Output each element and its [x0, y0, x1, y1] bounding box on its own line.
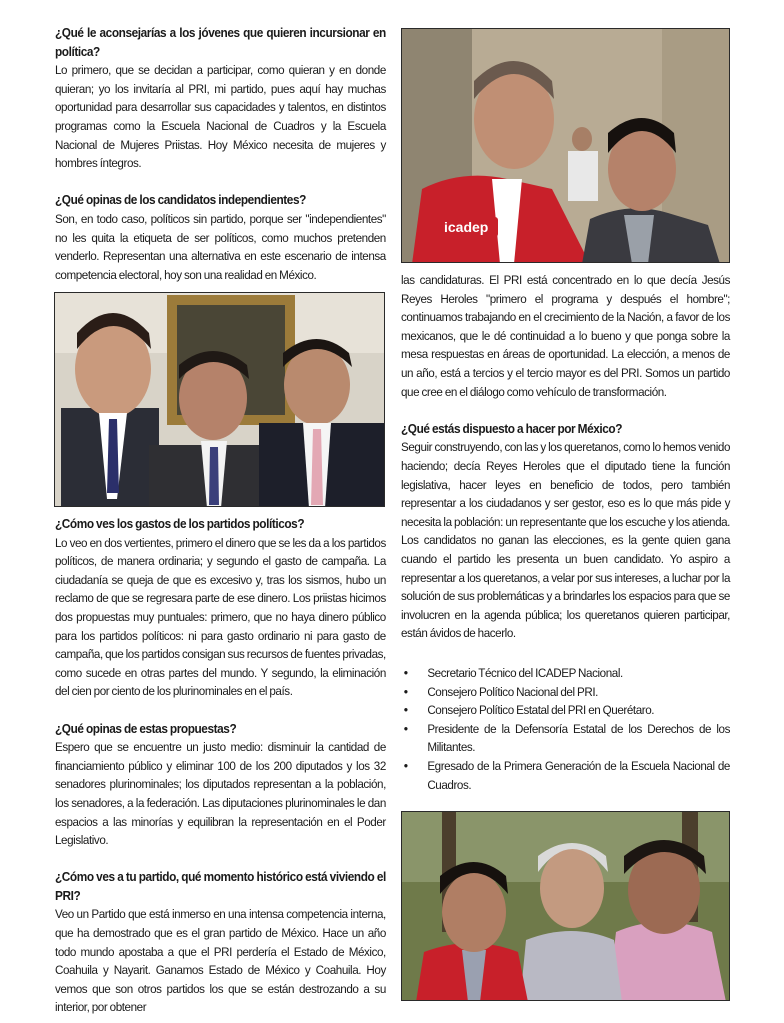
left-column-bottom	[55, 515, 386, 1017]
left-top-answer-paragraph: Son, en todo caso, políticos sin partido, porque ser "independientes" no les quita la etiqueta de ser políticos, como muchos pretenden venderlo. Representan una alternativa en este escenario de intensa competencia electoral, hoy son una realidad en México.	[55, 211, 386, 282]
right-column	[401, 271, 730, 643]
left-bottom-question-heading: ¿Qué opinas de estas propuestas?	[55, 721, 237, 736]
bio-list-item-text: Secretario Técnico del ICADEP Nacional.	[427, 666, 623, 680]
photo-two-men-image	[402, 29, 730, 263]
bio-list-item	[401, 757, 730, 794]
right-answer-paragraph: Seguir construyendo, con las y los queretanos, como lo hemos venido haciendo; decía Reyes Heroles que el diputado tiene la función legislativa, hacer leyes en beneficio de todos, pero también representar a los ciudadanos y ser gestor, eso es lo que más pide y necesita la población: un representante que los escuche y los atienda. Los candidatos no ganan las elecciones, es la gente quien gana cuando el partido les presenta un buen candidato. Yo aspiro a representar a los queretanos, a velar por sus intereses, a luchar por la solución de sus problemáticas y a brindarles los espacios para que se involucren en la agenda pública; los queretanos quieren participar, están ávidos de hacerlo.	[401, 440, 730, 641]
bio-list-item	[401, 683, 730, 702]
photo-man-two-women-image	[402, 812, 730, 1001]
left-bottom-question-heading: ¿Cómo ves a tu partido, qué momento histórico está viviendo el PRI?	[55, 870, 386, 903]
paragraph-spacer	[401, 401, 730, 420]
left-column-top	[55, 24, 386, 284]
bio-list-item	[401, 701, 730, 720]
left-bottom-answer-paragraph: Veo un Partido que está inmerso en una intensa competencia interna, que ha demostrado que es el gran partido de México. Hace un año todo mundo apostaba a que el PRI perdería el Estado de México, Coahuila y Nayarit. Ganamos Estado de México y Coahuila. Hoy vemos que son otros partidos los que se están destrozando a su interior, por obtener	[55, 907, 386, 1015]
bullet-icon: •	[403, 758, 408, 773]
bio-list-item-text: Consejero Político Nacional del PRI.	[427, 684, 598, 699]
paragraph-spacer	[55, 173, 386, 192]
right-question-heading: ¿Qué estás dispuesto a hacer por México?	[401, 421, 623, 436]
left-top-answer-paragraph: Lo primero, que se decidan a participar, como quieran y en donde quieran; yo los invitaría al PRI, mi partido, pues aquí hay muchas oportunidad para desarrollar sus capacidades y talentos, en distintos programas como la Escuela Nacional de Cuadros y la Escuela Nacional de Mujeres Priistas. Hoy México necesita de mujeres y hombres íntegros.	[55, 63, 386, 171]
bio-list	[401, 664, 730, 794]
left-bottom-question-heading: ¿Cómo ves los gastos de los partidos políticos?	[55, 517, 305, 531]
bullet-icon: •	[403, 666, 408, 680]
photo-three-men	[54, 292, 385, 507]
bullet-icon: •	[403, 721, 408, 736]
photo-man-two-women	[401, 811, 730, 1001]
photo-two-men	[401, 28, 730, 263]
left-bottom-answer-paragraph: Espero que se encuentre un justo medio: disminuir la cantidad de financiamiento público y eliminar 100 de los 200 diputados y los 32 senadores plurinominales; los diputados representan a la población, los senadores, a la federación. Las diputaciones plurinominales le dan espacios a las minorías y equilibran la representación en el Poder Legislativo.	[55, 740, 386, 848]
left-bottom-answer-paragraph: Lo veo en dos vertientes, primero el dinero que se les da a los partidos políticos, de manera ordinaria; y segundo el gasto de campaña. La ciudadanía se queja de que es excesivo y, tras los sismos, hubo un reclamo de que se regresara parte de ese dinero. Los priistas hicimos dos propuestas muy puntuales: primero, que no haya dinero público para los partidos políticos: ni para gasto ordinario ni para gasto de campaña, que los partidos consigan sus recursos de fuentes privadas, como sucede en otras partes del mundo. Y segundo, la eliminación del cien por ciento de los plurinominales en el país.	[55, 535, 386, 699]
paragraph-spacer	[55, 701, 386, 720]
right-answer-paragraph: las candidaturas. El PRI está concentrado en lo que decía Jesús Reyes Heroles "primero el programa y después el hombre"; continuamos trabajando en el crecimiento de la Nación, a favor de los mexicanos, que le dé continuidad a lo bueno y que ponga sobre la mesa respuestas en áreas de oportunidad. La elección, a menos de un año, está a tercios y el tercio mayor es del PRI. Somos un partido que cree en el diálogo como vehículo de transformación.	[401, 273, 730, 399]
bullet-icon: •	[403, 684, 408, 699]
bio-list-item-text: Consejero Político Estatal del PRI en Querétaro.	[427, 703, 655, 718]
icadep-badge: icadep	[444, 219, 489, 235]
left-top-question-heading: ¿Qué le aconsejarías a los jóvenes que quieren incursionar en política?	[55, 26, 386, 59]
left-top-question-heading: ¿Qué opinas de los candidatos independientes?	[55, 193, 306, 208]
bio-list-item-text: Egresado de la Primera Generación de la Escuela Nacional de Cuadros.	[427, 758, 730, 792]
bio-list-item	[401, 720, 730, 757]
paragraph-spacer	[55, 850, 386, 869]
bio-list-item-text: Presidente de la Defensoría Estatal de los Derechos de los Militantes.	[427, 721, 730, 755]
bullet-icon: •	[403, 703, 408, 718]
bio-list-item	[401, 664, 730, 683]
photo-three-men-image	[55, 293, 385, 507]
bio-bullets	[401, 664, 730, 794]
